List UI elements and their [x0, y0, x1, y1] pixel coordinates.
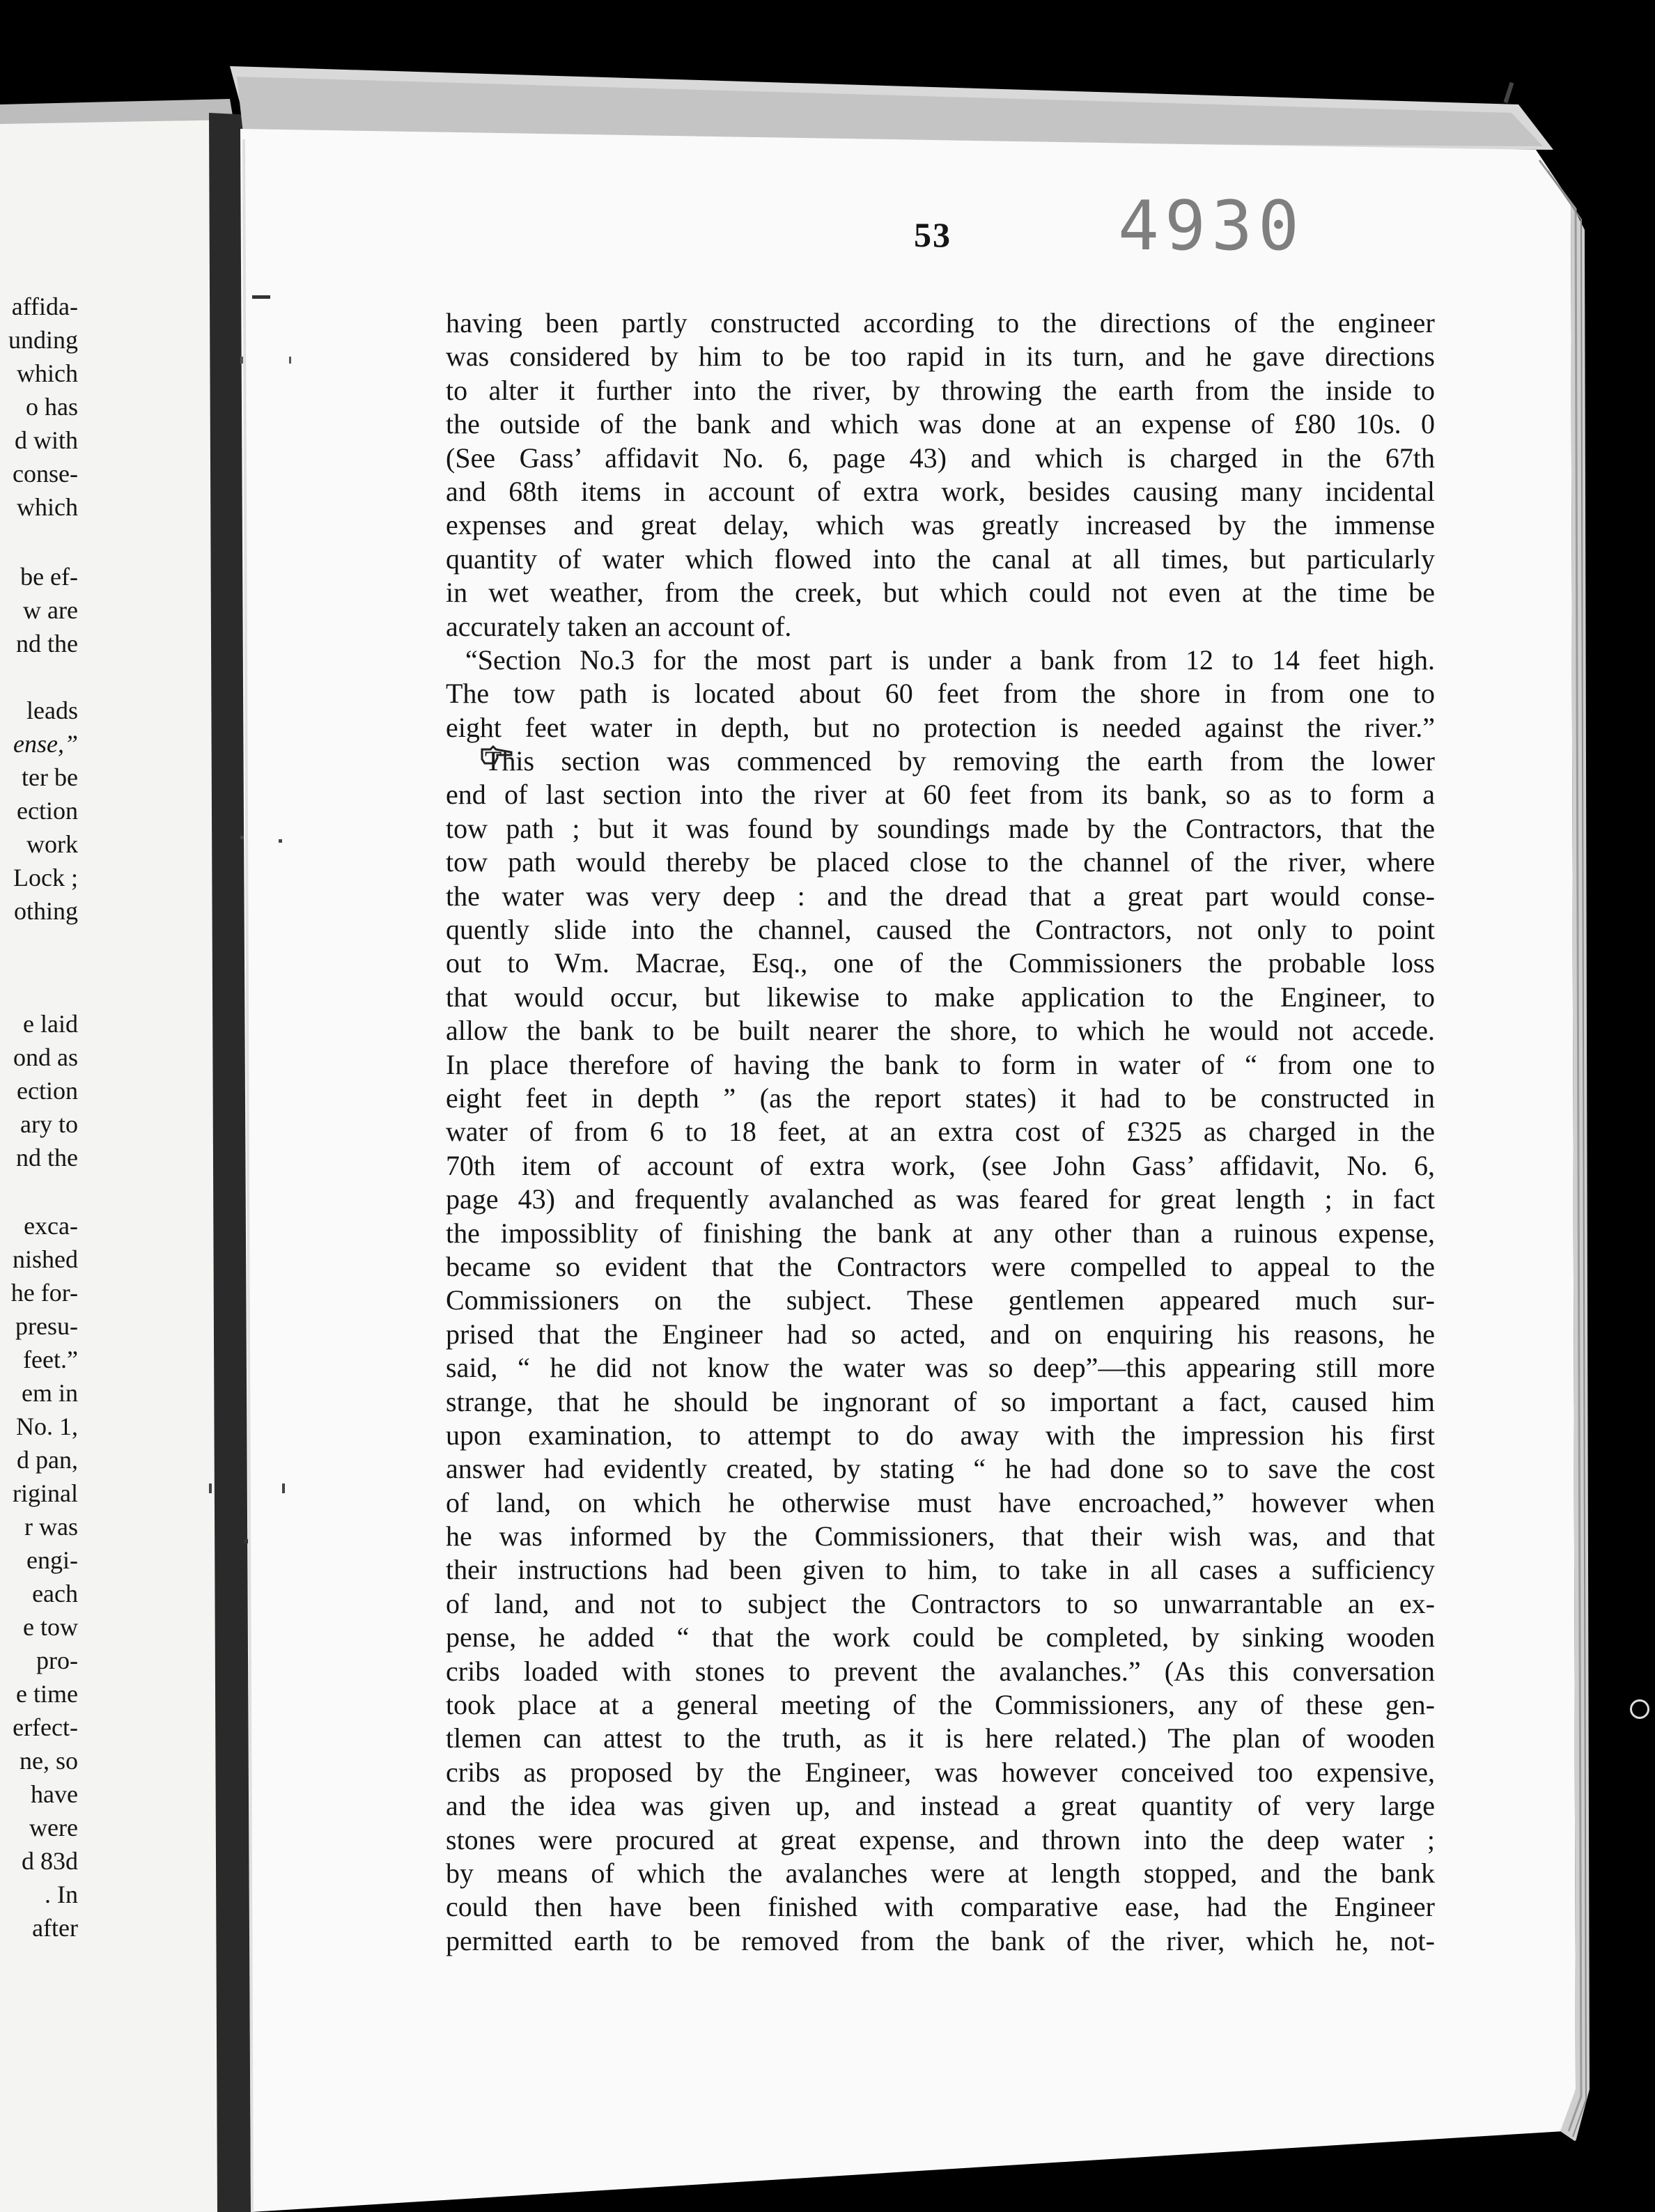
- fragment-line: d 83d: [22, 1847, 78, 1875]
- text-line: said, “ he did not know the water was so deep”—this appearing still more: [446, 1352, 1435, 1384]
- fragment-line: work: [26, 830, 78, 858]
- fragment-line: he for-: [10, 1279, 78, 1307]
- text-line: eight feet water in depth, but no protection is needed against the river.”: [446, 711, 1435, 743]
- fragment-line: ond as: [13, 1043, 78, 1071]
- text-line: stones were procured at great expense, and thrown into the deep water ;: [446, 1823, 1435, 1855]
- text-line: in wet weather, from the creek, but which could not even at the time be: [446, 577, 1435, 609]
- fragment-line: . In: [45, 1880, 78, 1908]
- text-line: end of last section into the river at 60 feet from its bank, so as to form a: [446, 779, 1435, 811]
- text-line: the impossiblity of finishing the bank at any other than a ruinous expense,: [446, 1217, 1435, 1249]
- text-line: quently slide into the channel, caused the Contractors, not only to point: [446, 914, 1435, 946]
- text-line: “Section No.3 for the most part is under a bank from 12 to 14 feet high.: [465, 644, 1435, 676]
- ink-mark: [240, 357, 243, 364]
- text-line: to alter it further into the river, by throwing the earth from the inside to: [446, 374, 1435, 406]
- fragment-line: w are: [23, 596, 78, 624]
- fragment-line: each: [32, 1580, 78, 1607]
- text-line: permitted earth to be removed from the bank of the river, which he, not-: [446, 1924, 1435, 1956]
- pointing-hand-icon: [481, 745, 513, 766]
- text-line: answer had evidently created, by stating “ he had done so to save the cost: [446, 1453, 1435, 1485]
- text-line: (See Gass’ affidavit No. 6, page 43) and which is charged in the 67th: [446, 442, 1435, 474]
- fragment-line: feet.”: [23, 1346, 78, 1373]
- fragment-line: ense,”: [13, 730, 78, 758]
- ink-mark: [252, 295, 270, 299]
- text-line: of land, and not to subject the Contractors to so unwarrantable an ex-: [446, 1587, 1435, 1619]
- text-line: Commissioners on the subject. These gentlemen appeared much sur-: [446, 1284, 1435, 1316]
- fragment-line: ary to: [20, 1110, 78, 1138]
- fragment-line: em in: [22, 1379, 78, 1407]
- text-line: the outside of the bank and which was done at an expense of £80 10s. 0: [446, 408, 1435, 440]
- fragment-line: ection: [17, 1077, 78, 1105]
- text-line: page 43) and frequently avalanched as was feared for great length ; in fact: [446, 1183, 1435, 1215]
- text-line: cribs as proposed by the Engineer, was however conceived too expensive,: [446, 1756, 1435, 1788]
- text-line: quantity of water which flowed into the canal at all times, but particularly: [446, 543, 1435, 575]
- fragment-line: presu-: [15, 1312, 78, 1340]
- text-line: their instructions had been given to him, to take in all cases a sufficiency: [446, 1554, 1435, 1586]
- text-line: allow the bank to be built nearer the shore, to which he would not accede.: [446, 1015, 1435, 1047]
- ink-mark: [282, 1483, 285, 1493]
- fragment-line: ection: [17, 797, 78, 825]
- text-line: by means of which the avalanches were at length stopped, and the bank: [446, 1857, 1435, 1889]
- fragment-line: r was: [24, 1513, 78, 1541]
- fragment-line: which: [17, 493, 78, 521]
- fragment-line: affida-: [11, 293, 78, 320]
- fragment-line: exca-: [24, 1212, 78, 1240]
- ink-mark: [289, 357, 291, 364]
- text-line: In place therefore of having the bank to form in water of “ from one to: [446, 1048, 1435, 1080]
- fragment-line: after: [32, 1914, 78, 1942]
- fragment-line: which: [17, 359, 78, 387]
- text-line: cribs loaded with stones to prevent the avalanches.” (As this conversation: [446, 1655, 1435, 1687]
- text-line: was considered by him to be too rapid in its turn, and he gave directions: [446, 341, 1435, 373]
- text-line: prised that the Engineer had so acted, and on enquiring his reasons, he: [446, 1318, 1435, 1350]
- fragment-line: Lock ;: [13, 864, 78, 891]
- fragment-line: nd the: [16, 1144, 78, 1171]
- fragment-line: leads: [26, 696, 78, 724]
- fragment-line: riginal: [13, 1479, 78, 1507]
- fragment-line: nished: [13, 1245, 78, 1273]
- fragment-line: have: [31, 1780, 78, 1808]
- fragment-line: nd the: [16, 630, 78, 657]
- folio-stamp: 4930: [1118, 187, 1305, 266]
- fragment-line: d with: [14, 426, 78, 454]
- fragment-line: ne, so: [20, 1747, 78, 1775]
- fragment-line: d pan,: [17, 1446, 78, 1474]
- text-line: became so evident that the Contractors were compelled to appeal to the: [446, 1250, 1435, 1282]
- fragment-line: erfect-: [13, 1713, 78, 1741]
- fragment-line: othing: [13, 897, 78, 925]
- text-line: out to Wm. Macrae, Esq., one of the Commissioners the probable loss: [446, 947, 1435, 979]
- fragment-line: e laid: [23, 1010, 78, 1038]
- page-number: 53: [914, 215, 951, 254]
- text-line: strange, that he should be ingnorant of so important a fact, caused him: [446, 1385, 1435, 1417]
- ink-mark: [244, 1539, 248, 1543]
- text-line: and the idea was given up, and instead a great quantity of very large: [446, 1790, 1435, 1822]
- text-line: the water was very deep : and the dread that a great part would conse-: [446, 880, 1435, 912]
- ink-mark: [1630, 1699, 1649, 1719]
- text-line: water of from 6 to 18 feet, at an extra cost of £325 as charged in the: [446, 1116, 1435, 1148]
- text-line: having been partly constructed according to the directions of the engineer: [446, 307, 1435, 338]
- text-line: expenses and great delay, which was greatly increased by the immense: [446, 509, 1435, 541]
- text-line: of land, on which he otherwise must have encroached,” however when: [446, 1486, 1435, 1518]
- text-line: eight feet in depth ” (as the report states) it had to be constructed in: [446, 1082, 1435, 1114]
- text-line: he was informed by the Commissioners, that their wish was, and that: [446, 1520, 1435, 1552]
- text-line: took place at a general meeting of the Commissioners, any of these gen-: [446, 1689, 1435, 1721]
- fragment-line: be ef-: [20, 563, 78, 591]
- text-line: that would occur, but likewise to make application to the Engineer, to: [446, 981, 1435, 1013]
- text-line: tow path would thereby be placed close to the channel of the river, where: [446, 846, 1435, 878]
- left-page-text-fragments: [0, 0, 111, 2212]
- text-line: and 68th items in account of extra work, besides causing many incidental: [446, 475, 1435, 507]
- text-line: tlemen can attest to the truth, as it is here related.) The plan of wooden: [446, 1722, 1435, 1754]
- text-line: This section was commenced by removing the earth from the lower: [485, 745, 1435, 777]
- fragment-line: conse-: [13, 460, 78, 488]
- text-line: accurately taken an account of.: [446, 610, 792, 642]
- text-line: tow path ; but it was found by soundings made by the Contractors, that the: [446, 812, 1435, 844]
- ink-mark: [279, 839, 282, 843]
- fragment-line: e tow: [23, 1613, 78, 1641]
- text-line: pense, he added “ that the work could be completed, by sinking wooden: [446, 1621, 1435, 1653]
- fragment-line: pro-: [36, 1646, 78, 1674]
- text-line: could then have been finished with comparative ease, had the Engineer: [446, 1891, 1435, 1923]
- fragment-line: No. 1,: [16, 1412, 78, 1440]
- text-line: upon examination, to attempt to do away with the impression his first: [446, 1419, 1435, 1451]
- fragment-line: o has: [26, 393, 78, 421]
- fragment-line: unding: [8, 326, 78, 354]
- fragment-line: engi-: [26, 1546, 78, 1574]
- fragment-line: e time: [16, 1680, 78, 1708]
- text-line: The tow path is located about 60 feet from the shore in from one to: [446, 678, 1435, 710]
- ink-mark: [209, 1483, 212, 1493]
- fragment-line: ter be: [22, 763, 78, 791]
- text-line: 70th item of account of extra work, (see John Gass’ affidavit, No. 6,: [446, 1149, 1435, 1181]
- fragment-line: were: [29, 1814, 78, 1841]
- ink-mark: [240, 836, 244, 839]
- body-text-column: [446, 306, 1435, 1958]
